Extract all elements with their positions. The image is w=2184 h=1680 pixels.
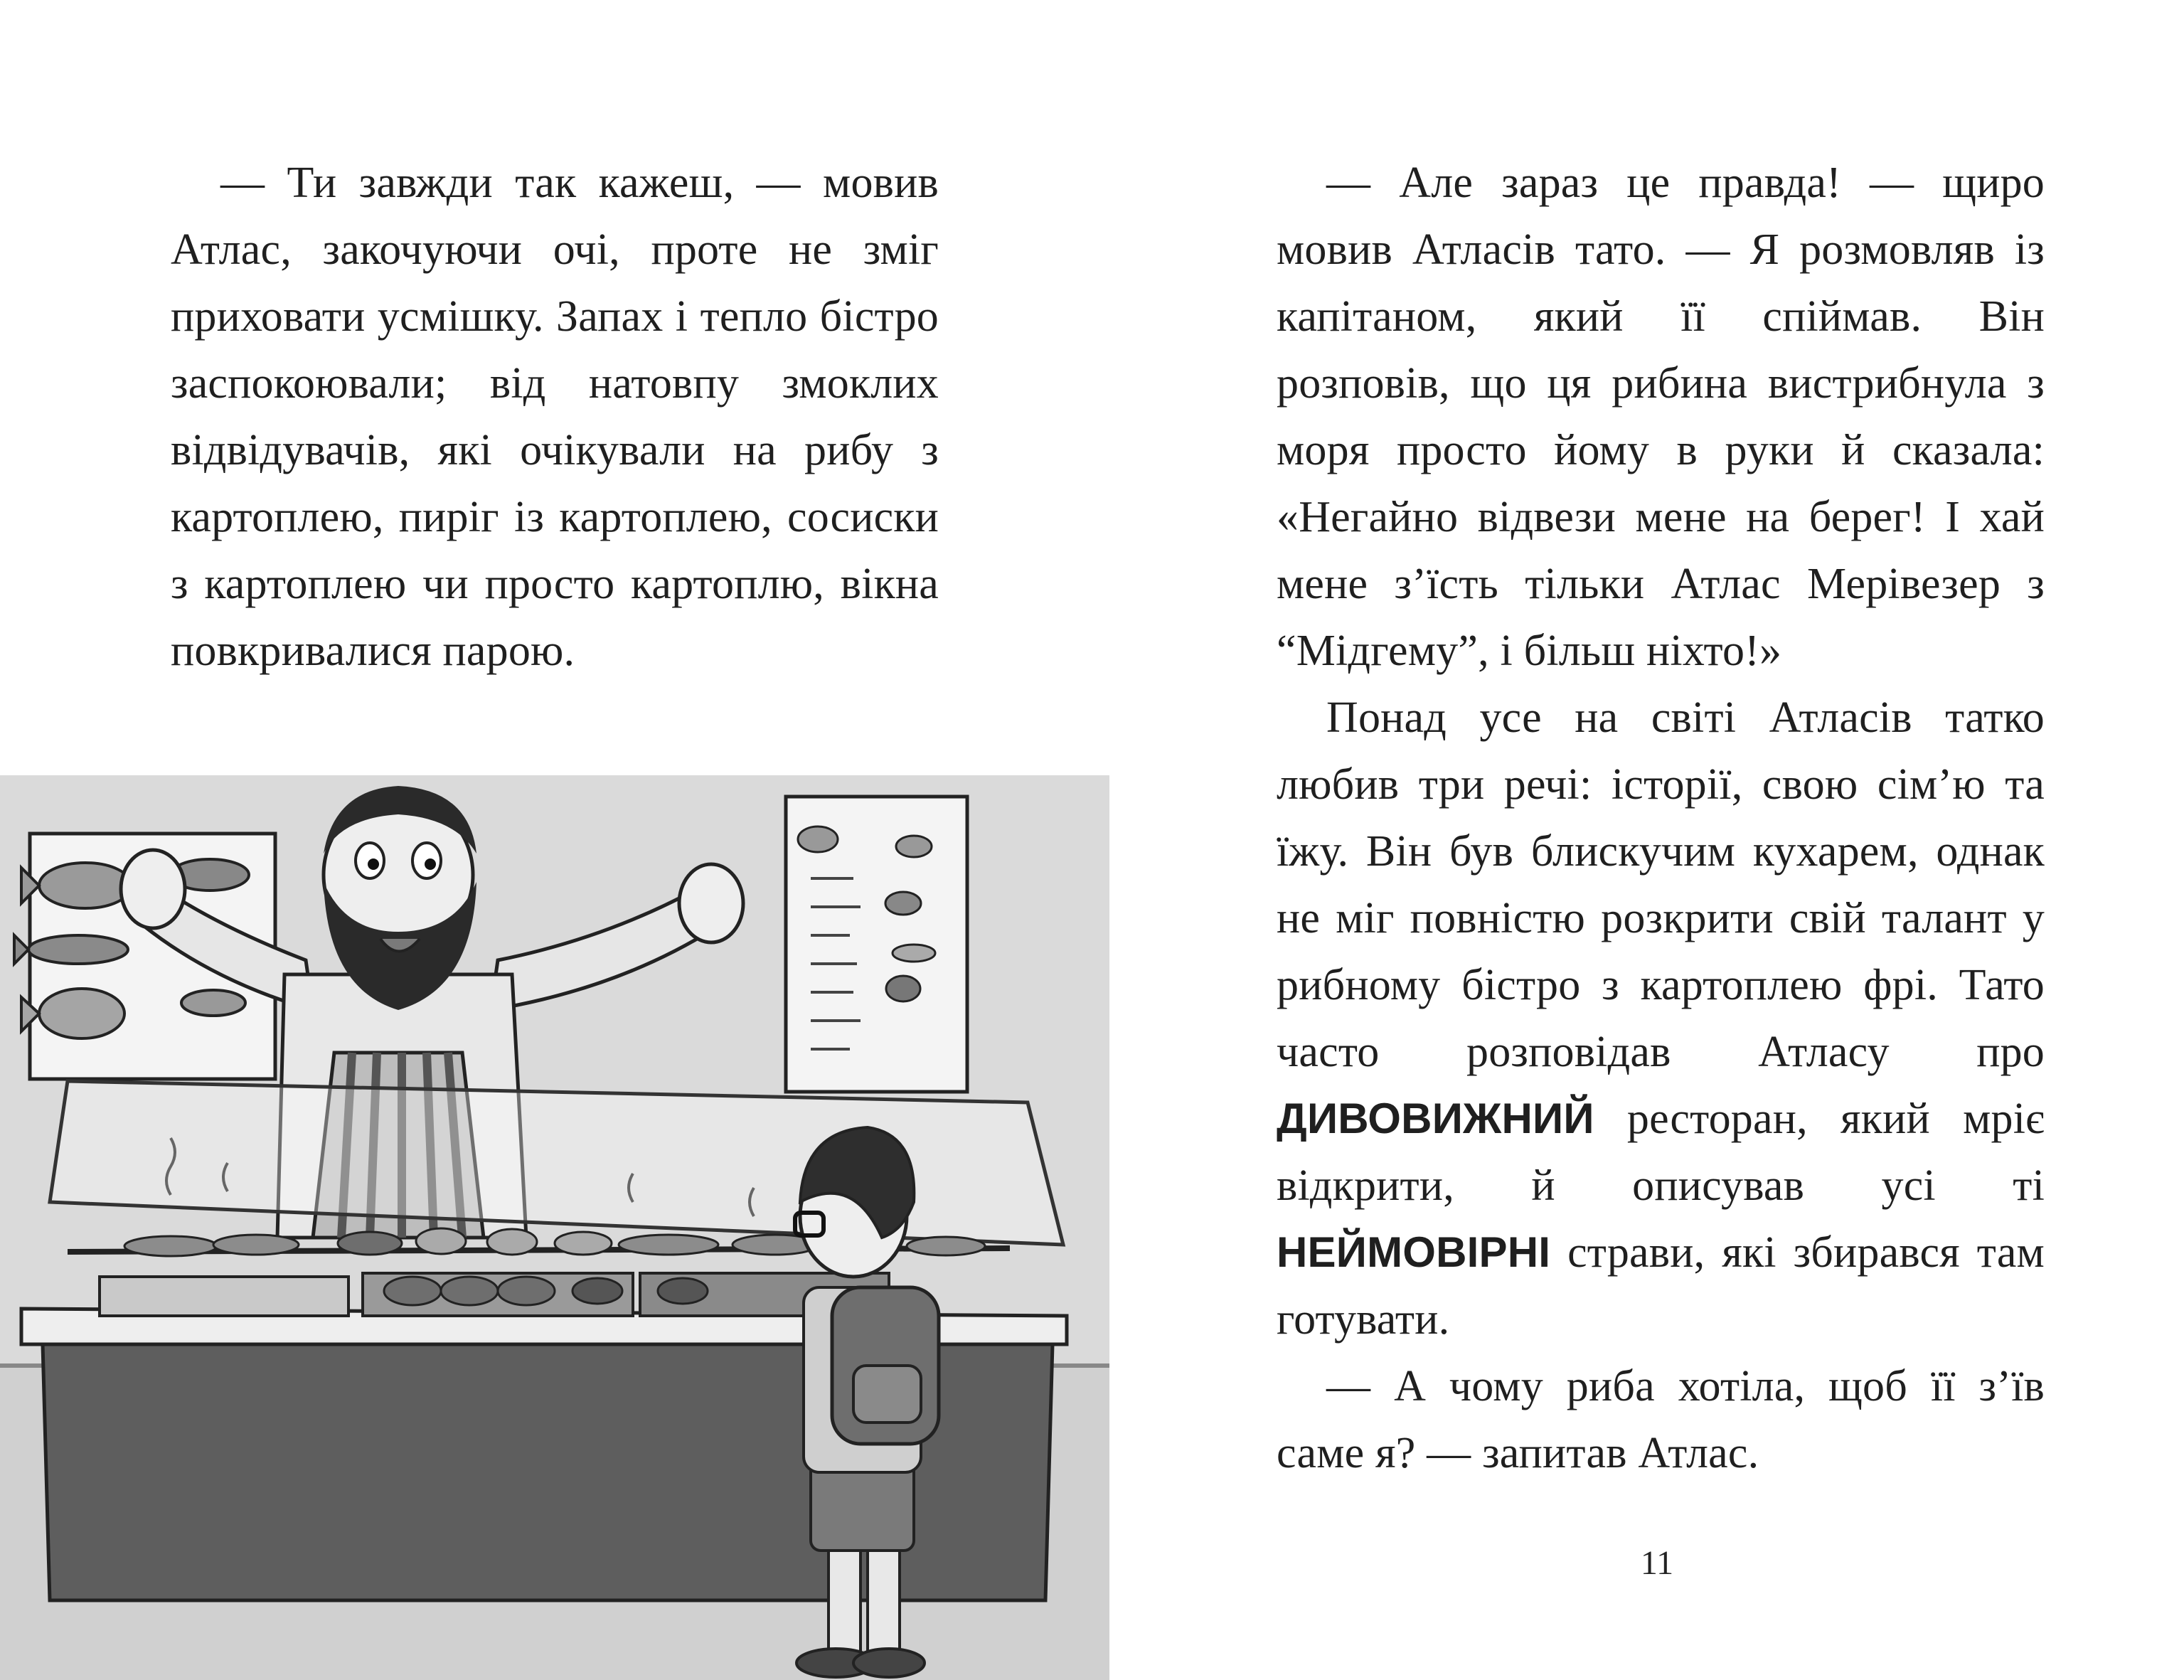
paragraph: — Ти завжди так кажеш, — мовив Атлас, закочуючи очі, проте не зміг приховати усмішку. Запах і тепло бістро заспокоювали; від натовпу змоклих відвідувачів, які очікували на рибу з картоплею, пиріг із картоплею, сосиски з картоплею чи просто картоплю, вікна повкривалися парою. <box>171 159 939 675</box>
paragraph-text: страви, які збирався там готувати. <box>1277 1228 2045 1344</box>
paragraph-text: Понад усе на світі Атласів татко любив три речі: історії, свою сім’ю та їжу. Він був блискучим кухарем, однак не міг повністю розкрити свій талант у рибному бістро з картоплею фрі. Тато часто розповідав Атласу про <box>1277 693 2045 1076</box>
bold-word: ДИВОВИЖНИЙ <box>1277 1095 1594 1142</box>
paragraph-text: ресторан, який мріє відкрити, й описував усі ті <box>1277 1095 2045 1210</box>
left-text-column <box>171 149 939 684</box>
chef-counter-illustration <box>0 775 1109 1680</box>
paragraph <box>1277 684 2045 1353</box>
paragraph: — Але зараз це правда! — щиро мовив Атласів тато. — Я розмовляв із капітаном, який її спіймав. Він розповів, що ця рибина вистрибнула з моря просто йому в руки й сказала: «Негайно відвези мене на берег! І хай мене з’їсть тільки Атлас Мерівезер з “Мідгему”, і більш ніхто!» <box>1277 159 2045 675</box>
page-number: 11 <box>1640 1544 1674 1582</box>
menu-poster <box>786 797 967 1092</box>
right-text-column <box>1277 149 2045 1487</box>
bold-word: НЕЙМОВІРНІ <box>1277 1228 1551 1276</box>
paragraph: — А чому риба хотіла, щоб її з’їв саме я? — запитав Атлас. <box>1277 1362 2045 1477</box>
